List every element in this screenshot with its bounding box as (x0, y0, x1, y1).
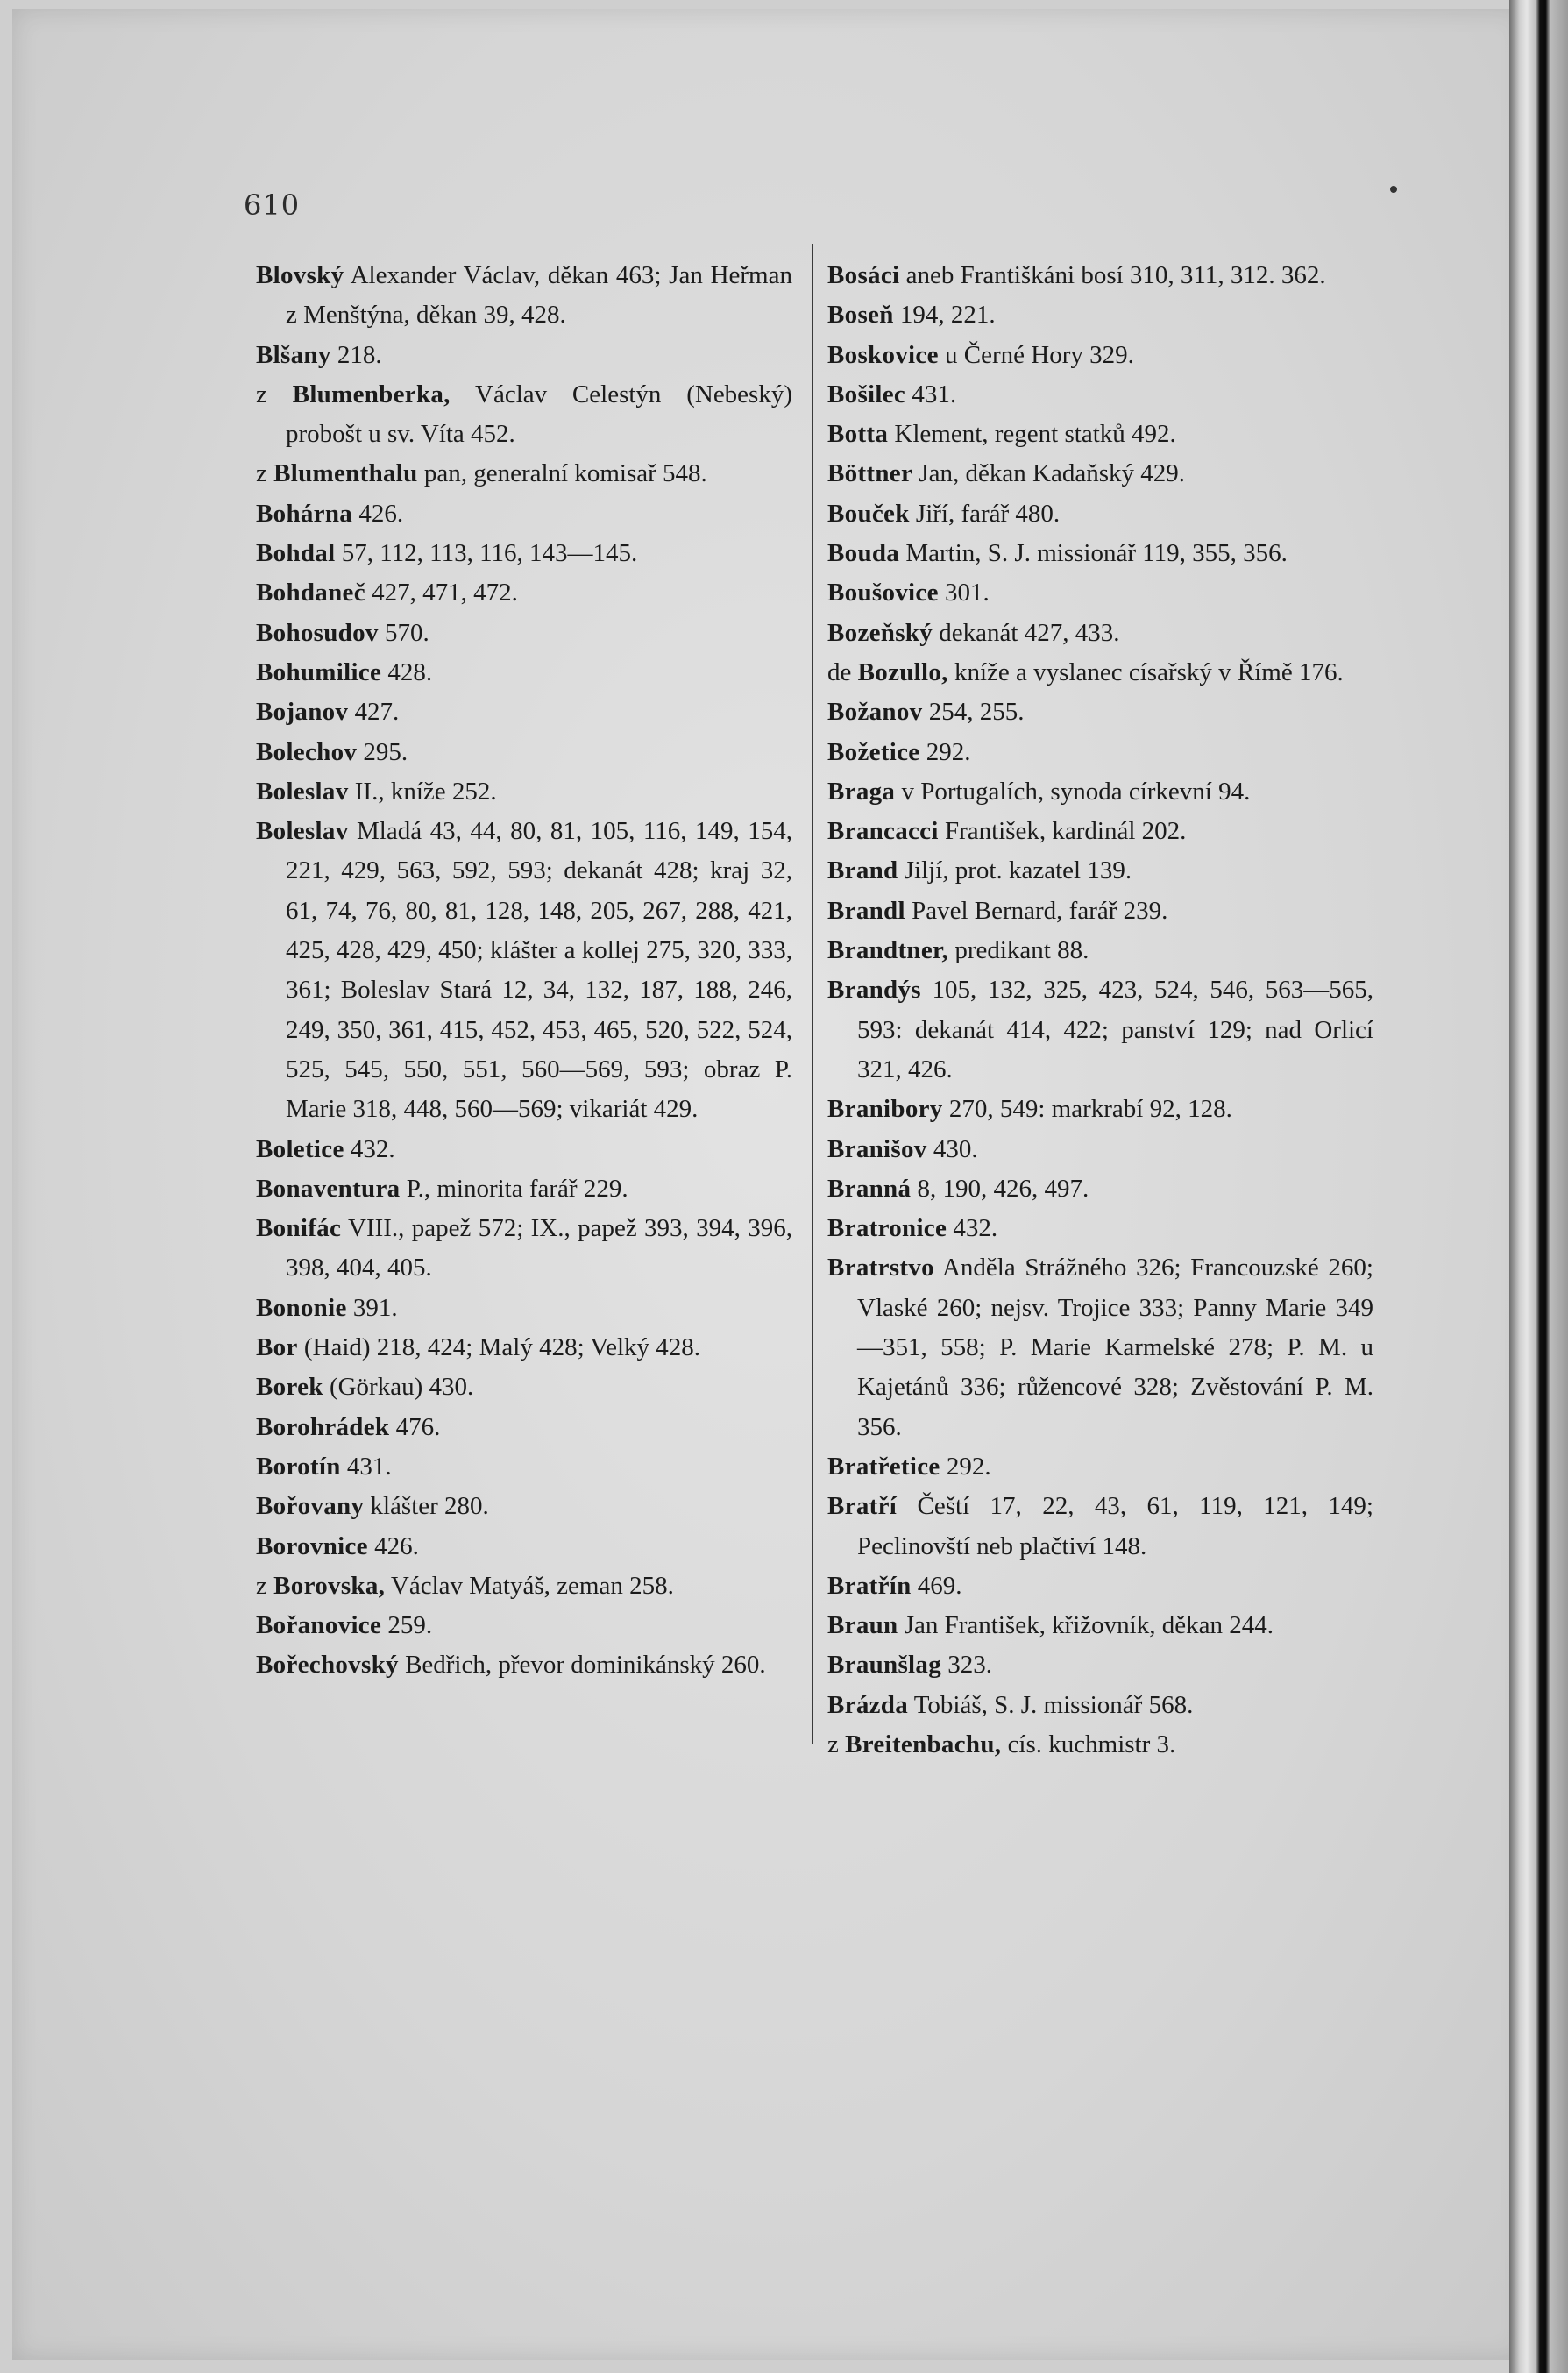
index-entry (827, 256, 1373, 295)
entry-text: František, kardinál 202. (938, 817, 1187, 846)
entry-text: 292. (940, 1452, 991, 1481)
entry-text: predikant 88. (948, 936, 1089, 965)
index-entry (256, 1408, 792, 1447)
index-entry (256, 534, 792, 573)
index-entry (827, 375, 1373, 415)
entry-text: Klement, regent statků 492. (888, 420, 1176, 449)
entry-text: 270, 549: markrabí 92, 128. (942, 1095, 1232, 1124)
entry-prefix: z (256, 1571, 274, 1600)
index-entry (256, 494, 792, 534)
entry-headword: Bouček (827, 499, 910, 528)
entry-text: Jiří, farář 480. (909, 499, 1061, 528)
index-entry (256, 1130, 792, 1169)
entry-headword: Blovský (256, 261, 344, 289)
entry-headword: Bohumilice (256, 657, 382, 686)
entry-headword: Branibory (827, 1095, 943, 1124)
entry-text: Martin, S. J. missionář 119, 355, 356. (899, 539, 1288, 568)
entry-text: Václav Celestýn (Nebeský) probošt u sv. Víta 452. (286, 380, 792, 449)
index-entry (827, 1209, 1373, 1248)
entry-prefix: z (256, 459, 274, 488)
entry-headword: Bořanovice (256, 1611, 382, 1640)
entry-headword: Boušovice (827, 579, 939, 607)
entry-headword: Bolechov (256, 737, 358, 766)
entry-prefix: de (827, 657, 858, 686)
index-entry (827, 970, 1373, 1090)
index-entry (256, 1328, 792, 1368)
entry-text: 431. (340, 1452, 392, 1481)
entry-text: kníže a vyslanec císařský v Římě 176. (947, 657, 1344, 686)
index-entry (827, 336, 1373, 375)
entry-text: 427, 471, 472. (365, 579, 518, 607)
index-entry (827, 1447, 1373, 1487)
entry-headword: Brand (827, 856, 898, 885)
entry-text: Jiljí, prot. kazatel 139. (898, 856, 1132, 885)
index-entry (827, 931, 1373, 970)
entry-headword: Brázda (827, 1690, 909, 1719)
index-entry (827, 614, 1373, 653)
index-entry (827, 653, 1373, 693)
index-entry (256, 733, 792, 772)
entry-text: VIII., papež 572; IX., papež 393, 394, 396, 398, 404, 405. (286, 1214, 792, 1282)
index-entry (827, 851, 1373, 891)
index-entry (827, 772, 1373, 812)
entry-headword: Boseň (827, 301, 894, 330)
entry-text: (Haid) 218, 424; Malý 428; Velký 428. (297, 1333, 701, 1362)
entry-text: 431. (905, 380, 957, 409)
entry-headword: Bohárna (256, 499, 353, 528)
entry-headword: Bosáci (827, 261, 900, 289)
entry-headword: Bratřetice (827, 1452, 940, 1481)
index-entry (827, 534, 1373, 573)
entry-headword: Borovska, (273, 1571, 386, 1600)
entry-headword: Božetice (827, 737, 920, 766)
index-entry (827, 812, 1373, 851)
index-entry (827, 1725, 1373, 1765)
index-entry (256, 1567, 792, 1606)
entry-text: klášter 280. (364, 1492, 489, 1521)
index-entry (256, 1368, 792, 1407)
index-entry (827, 1606, 1373, 1645)
entry-headword: Boleslav (256, 777, 349, 806)
entry-text: Jan, děkan Kadaňský 429. (912, 459, 1186, 488)
entry-text: (Görkau) 430. (323, 1373, 474, 1402)
entry-headword: Boletice (256, 1134, 344, 1163)
page-number: 610 (244, 188, 301, 222)
entry-text: P., minorita farář 229. (400, 1174, 628, 1203)
entry-text: Jan František, křižovník, děkan 244. (898, 1611, 1274, 1640)
entry-text: 295. (357, 737, 408, 766)
index-entry (256, 1527, 792, 1567)
entry-headword: Bratří (827, 1492, 898, 1521)
index-entry (256, 812, 792, 1129)
index-entry (256, 1487, 792, 1526)
entry-headword: Böttner (827, 459, 913, 488)
entry-prefix: z (827, 1730, 846, 1758)
index-entry (827, 1169, 1373, 1209)
entry-text: 105, 132, 325, 423, 524, 546, 563—565, 593: dekanát 414, 422; panství 129; nad Orlicí 321, 426. (857, 976, 1373, 1083)
entry-headword: Botta (827, 420, 889, 449)
entry-text: 259. (381, 1611, 433, 1640)
entry-text: 391. (346, 1293, 398, 1322)
index-entry (256, 454, 792, 494)
entry-headword: Bratronice (827, 1214, 947, 1243)
entry-headword: Boskovice (827, 340, 939, 369)
index-entry (827, 1248, 1373, 1446)
index-entry (256, 1447, 792, 1487)
index-entry (827, 454, 1373, 494)
index-entry (827, 1645, 1373, 1685)
entry-headword: Brandtner, (827, 936, 949, 965)
entry-headword: Borek (256, 1373, 323, 1402)
entry-text: II., kníže 252. (348, 777, 497, 806)
entry-headword: Bonaventura (256, 1174, 401, 1203)
index-entry (256, 614, 792, 653)
entry-headword: Bojanov (256, 698, 349, 727)
entry-headword: Blumenthalu (273, 459, 418, 488)
entry-text: 323. (941, 1651, 993, 1680)
index-entry (827, 573, 1373, 613)
entry-headword: Braga (827, 777, 896, 806)
entry-headword: Bohosudov (256, 618, 379, 647)
index-entry (256, 1606, 792, 1645)
entry-text: aneb Františkáni bosí 310, 311, 312. 362. (899, 261, 1326, 289)
entry-headword: Borovnice (256, 1531, 368, 1560)
entry-headword: Borotín (256, 1452, 341, 1481)
entry-headword: Bošilec (827, 380, 906, 409)
entry-text: 476. (389, 1412, 441, 1441)
index-entry (256, 693, 792, 732)
index-entry (827, 892, 1373, 931)
index-entry (256, 375, 792, 455)
entry-text: v Portugalích, synoda církevní 94. (895, 777, 1251, 806)
entry-headword: Borohrádek (256, 1412, 390, 1441)
entry-headword: Bořechovský (256, 1651, 399, 1680)
entry-text: 426. (367, 1531, 419, 1560)
entry-headword: Bořovany (256, 1492, 365, 1521)
column-divider (812, 244, 813, 1744)
entry-text: 570. (378, 618, 429, 647)
entry-text: Mladá 43, 44, 80, 81, 105, 116, 149, 154, 221, 429, 563, 592, 593; dekanát 428; kraj 32, 61, 74, 76, 80, 81, 128, 148, 205, 267, 288, 421, 425, 428, 429, 450; klášter a kollej 275, 320, 333, 361; Boleslav Stará 12, 34, 132, 187, 188, 246, 249, 350, 361, 415, 452, 453, 465, 520, 522, 524, 525, 545, 550, 551, 560—569, 593; obraz P. Marie 318, 448, 560—569; vikariát 429. (286, 817, 792, 1124)
entry-headword: Blšany (256, 340, 331, 369)
entry-headword: Božanov (827, 698, 923, 727)
entry-headword: Bononie (256, 1293, 347, 1322)
entry-headword: Bor (256, 1333, 298, 1362)
entry-headword: Bohdaneč (256, 579, 365, 607)
entry-text: cís. kuchmistr 3. (1001, 1730, 1176, 1758)
entry-text: Bedřich, převor dominikánský 260. (398, 1651, 766, 1680)
entry-text: dekanát 427, 433. (933, 618, 1120, 647)
entry-text: 430. (926, 1134, 978, 1163)
entry-headword: Braunšlag (827, 1651, 942, 1680)
entry-text: Alexander Václav, děkan 463; Jan Heřman z Menštýna, děkan 39, 428. (286, 261, 792, 330)
index-entry (256, 772, 792, 812)
entry-text: 427. (348, 698, 400, 727)
index-entry (827, 733, 1373, 772)
entry-headword: Bratrstvo (827, 1254, 934, 1282)
entry-headword: Braun (827, 1611, 898, 1640)
entry-text: Václav Matyáš, zeman 258. (385, 1571, 674, 1600)
entry-headword: Boleslav (256, 817, 349, 846)
index-entry (256, 256, 792, 336)
index-entry (827, 1130, 1373, 1169)
entry-headword: Bonifác (256, 1214, 342, 1243)
entry-text: Čeští 17, 22, 43, 61, 119, 121, 149; Peclinovští neb plačtiví 148. (857, 1492, 1373, 1560)
index-entry (256, 1169, 792, 1209)
entry-text: 254, 255. (922, 698, 1025, 727)
book-edge-shadow (1509, 0, 1568, 2373)
entry-text: u Černé Hory 329. (938, 340, 1134, 369)
index-entry (827, 1567, 1373, 1606)
entry-headword: Branišov (827, 1134, 927, 1163)
entry-headword: Bozullo, (857, 657, 948, 686)
entry-headword: Bouda (827, 539, 900, 568)
index-entry (256, 1209, 792, 1289)
entry-text: 8, 190, 426, 497. (911, 1174, 1089, 1203)
entry-text: 432. (344, 1134, 395, 1163)
entry-text: 292. (919, 737, 971, 766)
index-entry (256, 336, 792, 375)
entry-text: Pavel Bernard, farář 239. (905, 896, 1168, 925)
index-entry (256, 1289, 792, 1328)
ink-dot (1390, 186, 1397, 193)
entry-text: pan, generalní komisař 548. (417, 459, 707, 488)
entry-text: 432. (947, 1214, 998, 1243)
index-entry (827, 1487, 1373, 1567)
entry-text: 57, 112, 113, 116, 143—145. (335, 539, 638, 568)
index-entry (827, 415, 1373, 454)
index-entry (256, 573, 792, 613)
entry-text: 194, 221. (893, 301, 996, 330)
index-entry (827, 1090, 1373, 1129)
entry-headword: Bratřín (827, 1571, 912, 1600)
entry-headword: Branná (827, 1174, 912, 1203)
index-column-left (256, 256, 792, 1686)
entry-headword: Brancacci (827, 817, 939, 846)
entry-text: Anděla Strážného 326; Francouzské 260; Vlaské 260; nejsv. Trojice 333; Panny Marie 349—351, 558; P. Marie Karmelské 278; P. M. u Kajetánů 336; růžencové 328; Zvěstování P. M. 356. (857, 1254, 1373, 1441)
index-entry (827, 693, 1373, 732)
entry-headword: Blumenberka, (292, 380, 451, 409)
index-entry (827, 494, 1373, 534)
index-entry (827, 1686, 1373, 1725)
entry-headword: Bozeňský (827, 618, 933, 647)
index-column-right (827, 256, 1373, 1765)
index-entry (827, 295, 1373, 335)
entry-text: Tobiáš, S. J. missionář 568. (908, 1690, 1194, 1719)
index-entry (256, 1645, 792, 1685)
index-entry (256, 653, 792, 693)
entry-text: 426. (352, 499, 404, 528)
book-page (12, 9, 1524, 2360)
entry-text: 428. (381, 657, 433, 686)
entry-text: 218. (330, 340, 382, 369)
entry-text: 301. (938, 579, 990, 607)
entry-headword: Breitenbachu, (845, 1730, 1002, 1758)
entry-headword: Brandýs (827, 976, 921, 1005)
entry-prefix: z (256, 380, 293, 409)
entry-headword: Brandl (827, 896, 905, 925)
entry-text: 469. (911, 1571, 962, 1600)
entry-headword: Bohdal (256, 539, 336, 568)
